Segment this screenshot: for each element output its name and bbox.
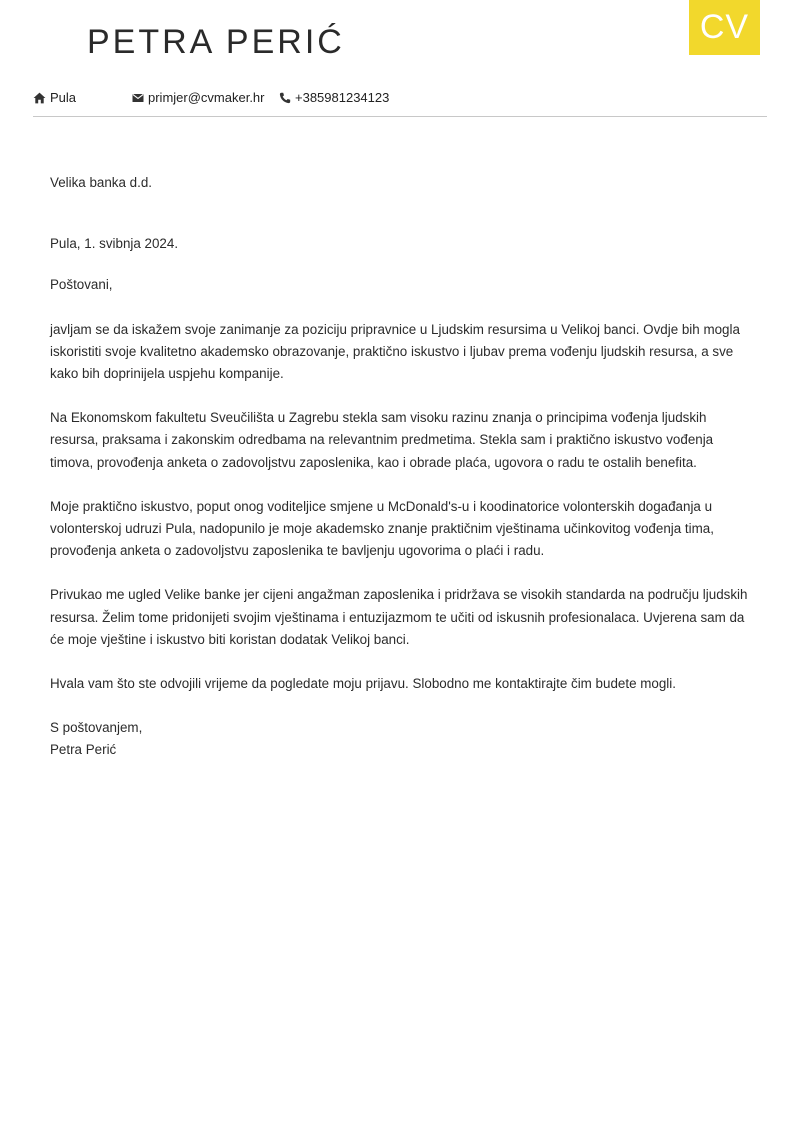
paragraph-2: Na Ekonomskom fakultetu Sveučilišta u Zagrebu stekla sam visoku razinu znanja o principima vođenja ljudskih resursa, praksama i zakonskim odredbama na relevantnim predmetima. Stekla sam i praktično iskustvo vođenja timova, provođenja anketa o zadovoljstvu zaposlenika, kao i obrade plaća, ugovora o radu te ostalih benefita.	[50, 410, 714, 470]
paragraph-5: Hvala vam što ste odvojili vrijeme da pogledate moju prijavu. Slobodno me kontaktirajte čim budete mogli.	[50, 676, 676, 692]
paragraph-4: Privukao me ugled Velike banke jer cijeni angažman zaposlenika i pridržava se visokih standarda na području ljudskih resursa. Želim tome pridonijeti svojim vještinama i entuzijazmom te učiti od iskusnih profesionalaca. Uvjerena sam da će moje vještine i iskustvo biti koristan dodatak Velikoj banci.	[50, 587, 748, 647]
recipient: Velika banka d.d.	[50, 175, 152, 190]
home-icon	[33, 92, 46, 104]
contact-phone[interactable]	[279, 89, 389, 107]
contact-bar	[33, 89, 767, 107]
contact-city	[33, 89, 76, 107]
salutation: Poštovani,	[50, 277, 113, 293]
signature: Petra Perić	[50, 742, 117, 758]
contact-phone-text[interactable]: +385981234123	[295, 90, 390, 105]
paragraph-3: Moje praktično iskustvo, poput onog voditeljice smjene u McDonald's-u i koodinatorice volonterskih događanja u volonterskoj udruzi Pula, nadopunilo je moje akademsko znanje praktičnim vještinama učinkovitog vođenja tima, provođenja anketa o zadovoljstvu zaposlenika te bavljenju ugovorima o plaći i radu.	[50, 498, 714, 559]
cv-logo-badge: CV	[689, 0, 760, 55]
phone-icon	[279, 92, 291, 104]
contact-email[interactable]	[132, 89, 265, 107]
contact-city-text: Pula	[50, 90, 77, 105]
closing: S poštovanjem,	[50, 720, 143, 736]
header-divider	[33, 116, 767, 117]
envelope-icon	[132, 93, 144, 103]
contact-email-text[interactable]: primjer@cvmaker.hr	[148, 90, 265, 105]
letter-body	[50, 172, 750, 762]
letter-date: Pula, 1. svibnja 2024.	[50, 236, 179, 252]
applicant-name: PETRA PERIĆ	[87, 23, 345, 61]
paragraph-1: javljam se da iskažem svoje zanimanje za poziciju pripravnice u Ljudskim resursima u Velikoj banci. Ovdje bih mogla iskoristiti svoje kvalitetno akademsko obrazovanje, praktično iskustvo i ljubav prema vođenju ljudskih resursa, a sve kako bih doprinijela uspjehu kompanije.	[50, 321, 740, 382]
